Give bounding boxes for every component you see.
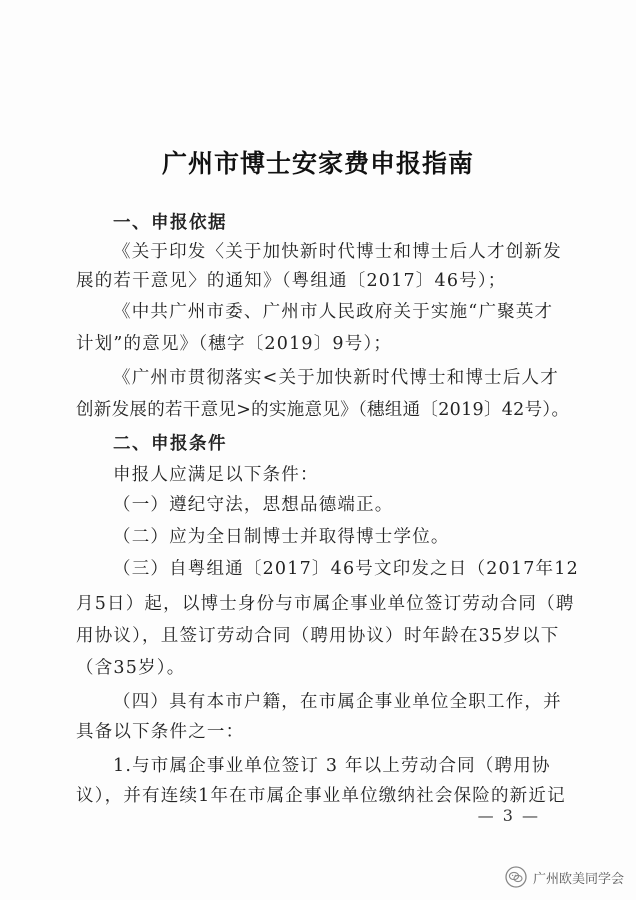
text-line: 《广州市贯彻落实<关于加快新时代博士和博士后人才 (113, 368, 559, 388)
text-line: 计划”的意见》（穗字〔2019〕9号）； (76, 334, 393, 354)
text-line: 创新发展的若干意见>的实施意见》（穗组通〔2019〕42号）。 (76, 400, 570, 420)
text-line: 《中共广州市委、广州市人民政府关于实施“广聚英才 (113, 302, 554, 322)
text-line: （四）具有本市户籍，在市属企事业单位全职工作，并 (113, 692, 562, 712)
page-number: — 3 — (477, 806, 540, 825)
text-line: 月5日）起，以博士身份与市属企事业单位签订劳动合同（聘 (76, 594, 575, 614)
text-line: 申报人应满足以下条件： (113, 465, 319, 485)
document-title: 广州市博士安家费申报指南 (161, 149, 474, 178)
watermark (505, 866, 624, 888)
section-heading-basis: 一、申报依据 (113, 213, 227, 233)
text-line: （二）应为全日制博士并取得博士学位。 (113, 527, 450, 547)
text-line: 《关于印发〈关于加快新时代博士和博士后人才创新发 (113, 242, 562, 262)
text-line: 具备以下条件之一： (76, 722, 245, 742)
text-line: （三）自粤组通〔2017〕46号文印发之日（2017年12 (113, 559, 579, 579)
wechat-icon (505, 866, 527, 888)
text-line: 用协议），且签订劳动合同（聘用协议）时年龄在35岁以下 (76, 626, 560, 646)
text-line: （含35岁）。 (76, 658, 186, 678)
text-line: 议），并有连续1年在市属企事业单位缴纳社会保险的新近记 (76, 786, 566, 806)
watermark-text: 广州欧美同学会 (532, 871, 624, 887)
section-heading-conditions: 二、申报条件 (113, 434, 227, 454)
text-line: 1.与市属企事业单位签订 3 年以上劳动合同（聘用协 (113, 756, 551, 776)
text-line: 展的若干意见〉的通知》（粤组通〔2017〕46号）； (76, 271, 507, 291)
text-line: （一）遵纪守法，思想品德端正。 (113, 495, 394, 515)
